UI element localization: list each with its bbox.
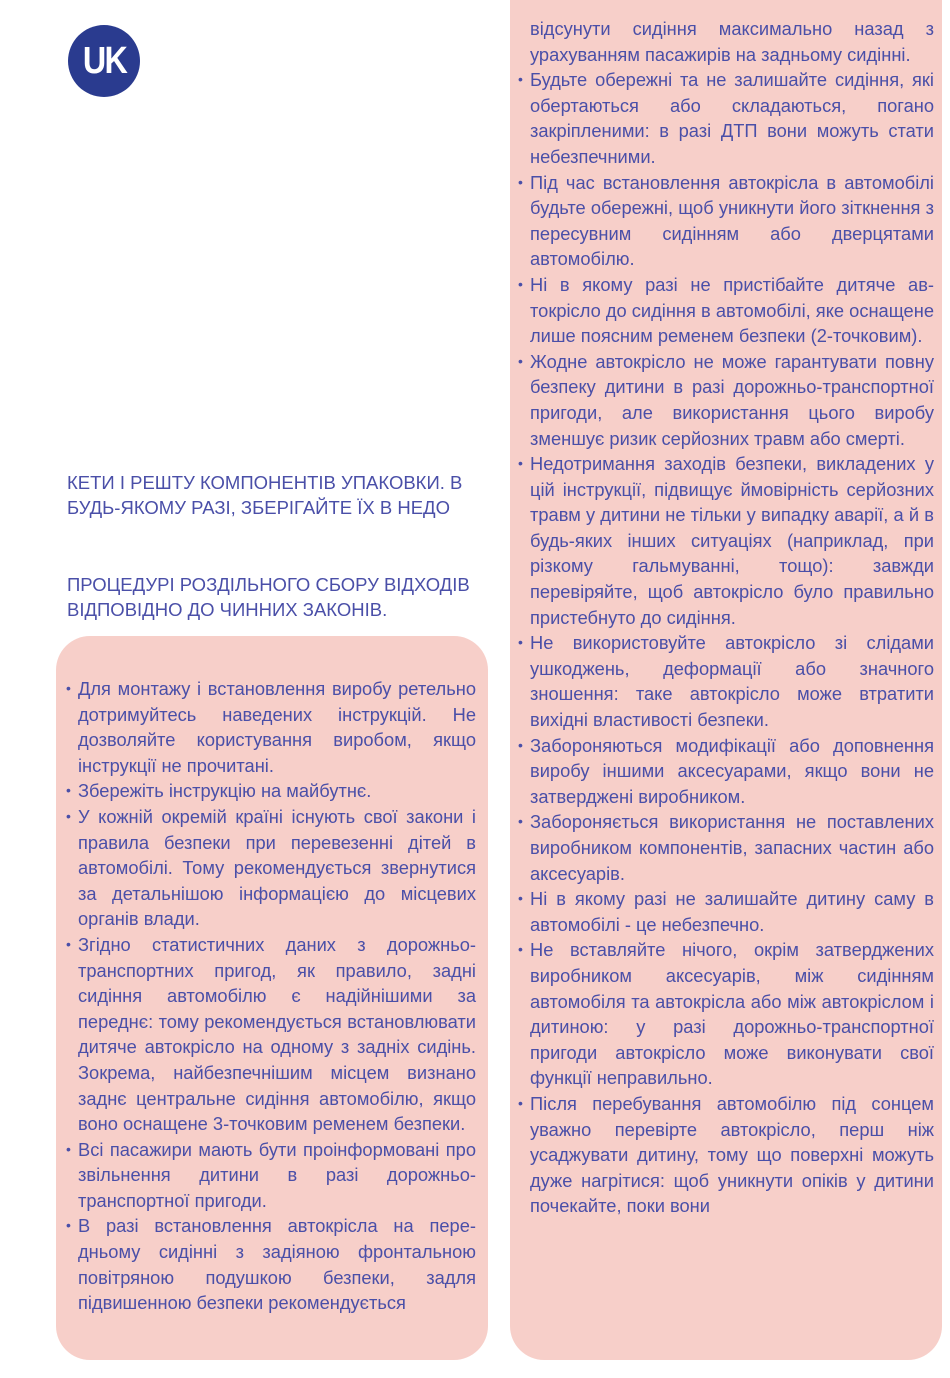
list-item: • Будьте обережні та не залишайте сидіння, які обертаються або складаються, погано закріпленими: в разі ДТП вони можуть стати небезпечними.: [518, 69, 934, 167]
language-badge: [68, 25, 140, 97]
list-item: • Згідно статистичних даних з дорожньо-транспортних пригод, як правило, задні сидіння автомобілю є надійнішими за переднє: тому рекомендується встановлювати дитяче автокрісло на одному з задніх сидінь. Зокрема, найбезпечнішим місцем визнано заднє центральне сидіння автомобілю, якщо воно оснащене 3-точковим ременем безпеки.: [66, 933, 476, 1135]
list-item: • Під час встановлення автокрісла в автомобілі будьте обережні, щоб уникнути його зіткнення з пересувним сидінням або дверцятами автомобілю.: [518, 171, 934, 270]
list-item: • У кожній окремій країні існують свої закони і правила безпеки при перевезенні дітей в автомобілі. Тому рекомендується звернутися за детальнішою інформацією до місцевих органів влади.: [66, 805, 476, 930]
intro-paragraph-1: КЕТИ І РЕШТУ КОМПОНЕНТІВ УПАКОВКИ. В БУДЬ-ЯКОМУ РАЗІ, ЗБЕРІГАЙТЕ ЇХ В НЕДО: [67, 472, 463, 518]
list-item: • Ні в якому разі не залишайте дитину саму в автомобілі - це небезпечно.: [518, 888, 934, 935]
list-item: • Ні в якому разі не пристібайте дитяче автокрісло до сидіння в автомобілі, яке оснащене лише поясним ременем безпеки (2-точковим).: [518, 273, 934, 347]
safety-list-right: [518, 16, 934, 1219]
list-item: • Забороняються модифікації або доповнення виробу іншими аксесуарами, якщо вони не затверджені виробником.: [518, 734, 934, 807]
list-item: • Недотримання заходів безпеки, викладених у цій інструкції, підвищує ймовірність серйозних травм у дитини не тільки у випадку аварії, а й в будь-яких інших ситуаціях (наприклад, при різкому гальмуванні, тощо): завжди перевіряйте, щоб автокрісло було правильно пристебнуто до сидіння.: [518, 453, 934, 628]
list-item: • В разі встановлення автокрісла на передньому сидінні з задіяною фронтальною повітряною подушкою безпеки, задля підвишенною безпеки рекомендується: [66, 1215, 476, 1314]
safety-box-left: [56, 636, 488, 1360]
list-item: • Не використовуйте автокрісло зі слідами ушкоджень, деформації або значного зношення: таке автокрісло може втратити вихідні властивості безпеки.: [518, 632, 934, 731]
list-item: • Після перебування автомобілю під сонцем уважно перевірте автокрісло, перш ніж усаджувати дитину, тому що поверхні можуть дуже нагрітися: щоб уникнути опіків у дитини почекайте, поки вони: [518, 1092, 934, 1217]
safety-list-left: [66, 676, 476, 1316]
intro-paragraph-2: ПРОЦЕДУРІ РОЗДІЛЬНОГО СБОРУ ВІДХОДІВ ВІДПОВІДНО ДО ЧИННИХ ЗАКОНІВ.: [67, 574, 470, 620]
list-item: • Для монтажу і встановлення виробу ретельно дотримуйтесь наведених інструкцій. Не дозволяйте користування виробом, якщо інструкції не прочитані.: [66, 678, 476, 776]
list-item-continuation: відсунути сидіння максимально назад з урахуванням пасажирів на задньому сидінні.: [530, 18, 934, 65]
list-item: • Забороняється використання не поставлених виробником компонентів, запасних частин або аксесуарів.: [518, 811, 934, 884]
list-item: • Жодне автокрісло не може гарантувати повну безпеку дитини в разі дорожньо-транспортної пригоди, але використання цього виробу зменшує ризик серйозних травм або смерті.: [518, 350, 934, 449]
language-code: UK: [82, 39, 126, 82]
list-item: • Збережіть інструкцію на майбутнє.: [66, 780, 372, 802]
list-item: • Не вставляйте нічого, окрім затверджeних виробником аксесуарів, між сидінням автомобіля та автокрісла або між автокріслом і дитиною: у разі дорожньо-транспортної пригоди автокрісло може виконувати свої функції неправильно.: [518, 939, 934, 1089]
list-item: • Всі пасажири мають бути проінформовані про звільнення дитини в разі дорожньо-транспортної пригоди.: [66, 1138, 476, 1211]
safety-box-right: [510, 0, 942, 1360]
